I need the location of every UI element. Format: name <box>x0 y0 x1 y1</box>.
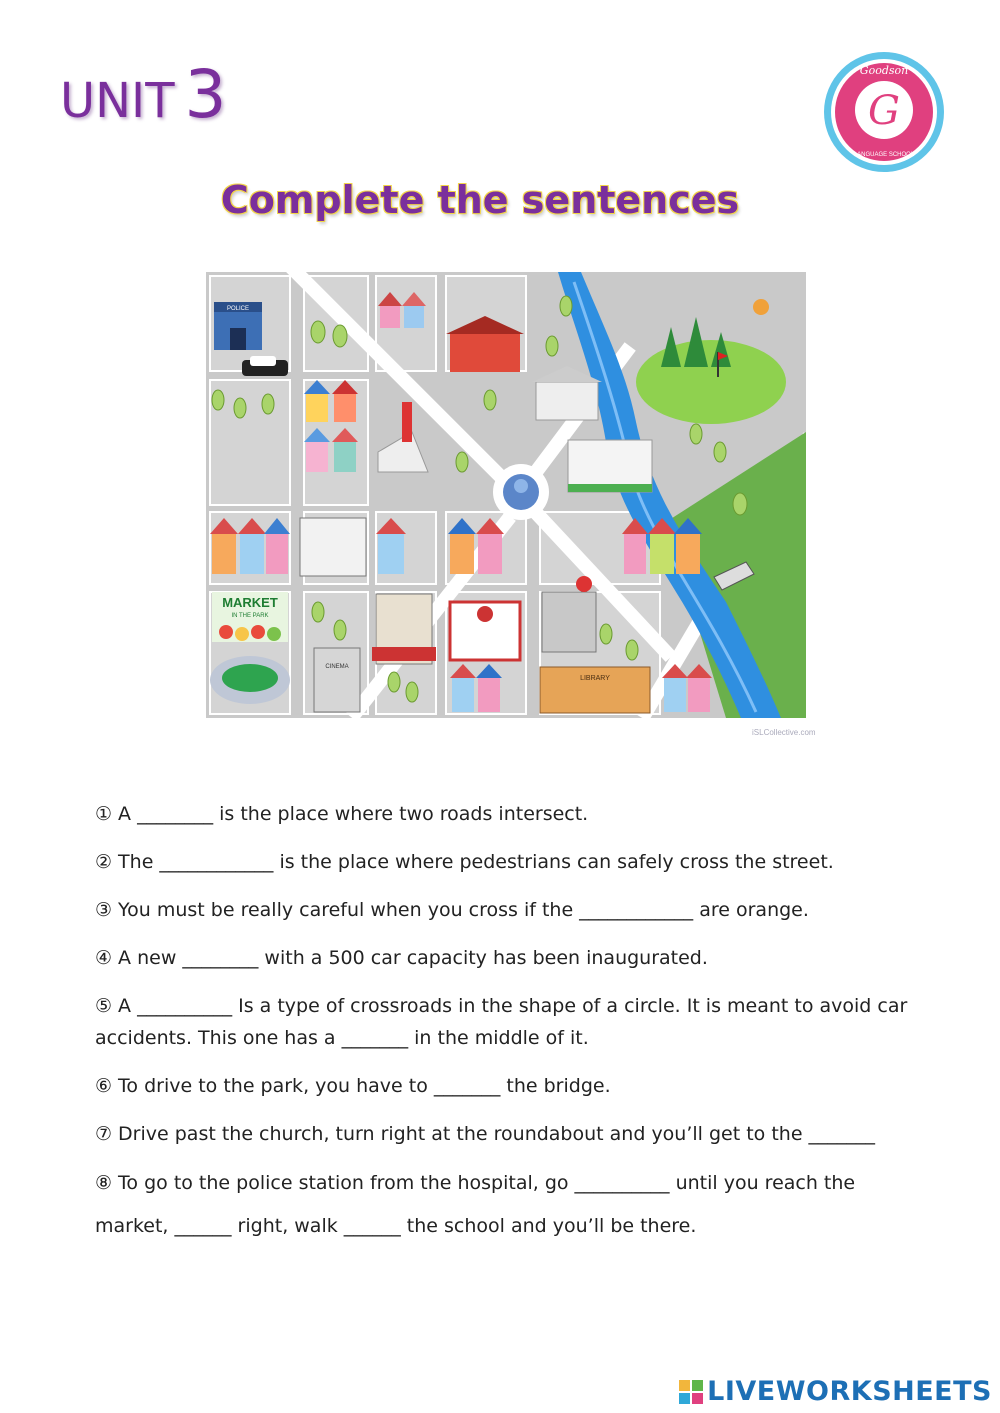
exercise-2 <box>95 846 925 878</box>
exercise-number: ② <box>95 851 113 873</box>
exercise-text: To go to the police station from the hospital, go __________ until you reach the market, ______ right, walk ______ the school and you’ll be there. <box>95 1172 856 1237</box>
town-map <box>205 272 807 718</box>
unit-word: UNIT <box>60 73 175 129</box>
police-sign: POLICE <box>226 306 250 312</box>
exercise-3 <box>95 894 925 926</box>
market-subsign: IN THE PARK <box>231 613 269 619</box>
exercise-7 <box>95 1118 925 1150</box>
exercise-text: A new ________ with a 500 car capacity has been inaugurated. <box>118 947 708 969</box>
exercise-list <box>95 798 925 1264</box>
exercise-number: ⑧ <box>95 1172 113 1194</box>
exercise-text: A ________ is the place where two roads intersect. <box>118 803 589 825</box>
liveworksheets-badge-icon <box>679 1380 703 1404</box>
image-credit: iSLCollective.com <box>752 728 816 737</box>
exercise-8 <box>95 1162 925 1248</box>
exercise-number: ④ <box>95 947 113 969</box>
liveworksheets-footer[interactable] <box>679 1376 992 1407</box>
library-sign: LIBRARY <box>580 675 610 682</box>
exercise-text: Drive past the church, turn right at the roundabout and you’ll get to the _______ <box>118 1123 876 1145</box>
exercise-number: ⑥ <box>95 1075 113 1097</box>
cinema-sign: CINEMA <box>325 664 349 670</box>
goodson-school-logo <box>822 50 946 174</box>
exercise-text: A __________ Is a type of crossroads in the shape of a circle. It is meant to avoid car accidents. This one has a _______ in the middle of it. <box>95 995 908 1049</box>
exercise-number: ③ <box>95 899 113 921</box>
logo-letter: G <box>868 88 900 134</box>
unit-title <box>60 56 227 133</box>
exercise-text: To drive to the park, you have to _______ the bridge. <box>118 1075 611 1097</box>
market-sign: MARKET <box>222 595 278 610</box>
exercise-text: The ____________ is the place where pedestrians can safely cross the street. <box>118 851 834 873</box>
page-heading: Complete the sentences <box>220 178 740 222</box>
unit-number: 3 <box>184 56 227 133</box>
exercise-1 <box>95 798 925 830</box>
exercise-5 <box>95 990 925 1054</box>
exercise-number: ⑦ <box>95 1123 113 1145</box>
liveworksheets-brand: LIVEWORKSHEETS <box>707 1376 992 1407</box>
exercise-text: You must be really careful when you cross if the ____________ are orange. <box>118 899 809 921</box>
exercise-number: ⑤ <box>95 995 113 1017</box>
exercise-6 <box>95 1070 925 1102</box>
logo-text-top: Goodson <box>859 64 909 77</box>
exercise-number: ① <box>95 803 113 825</box>
exercise-4 <box>95 942 925 974</box>
logo-text-bottom: LANGUAGE SCHOOL <box>853 152 915 158</box>
